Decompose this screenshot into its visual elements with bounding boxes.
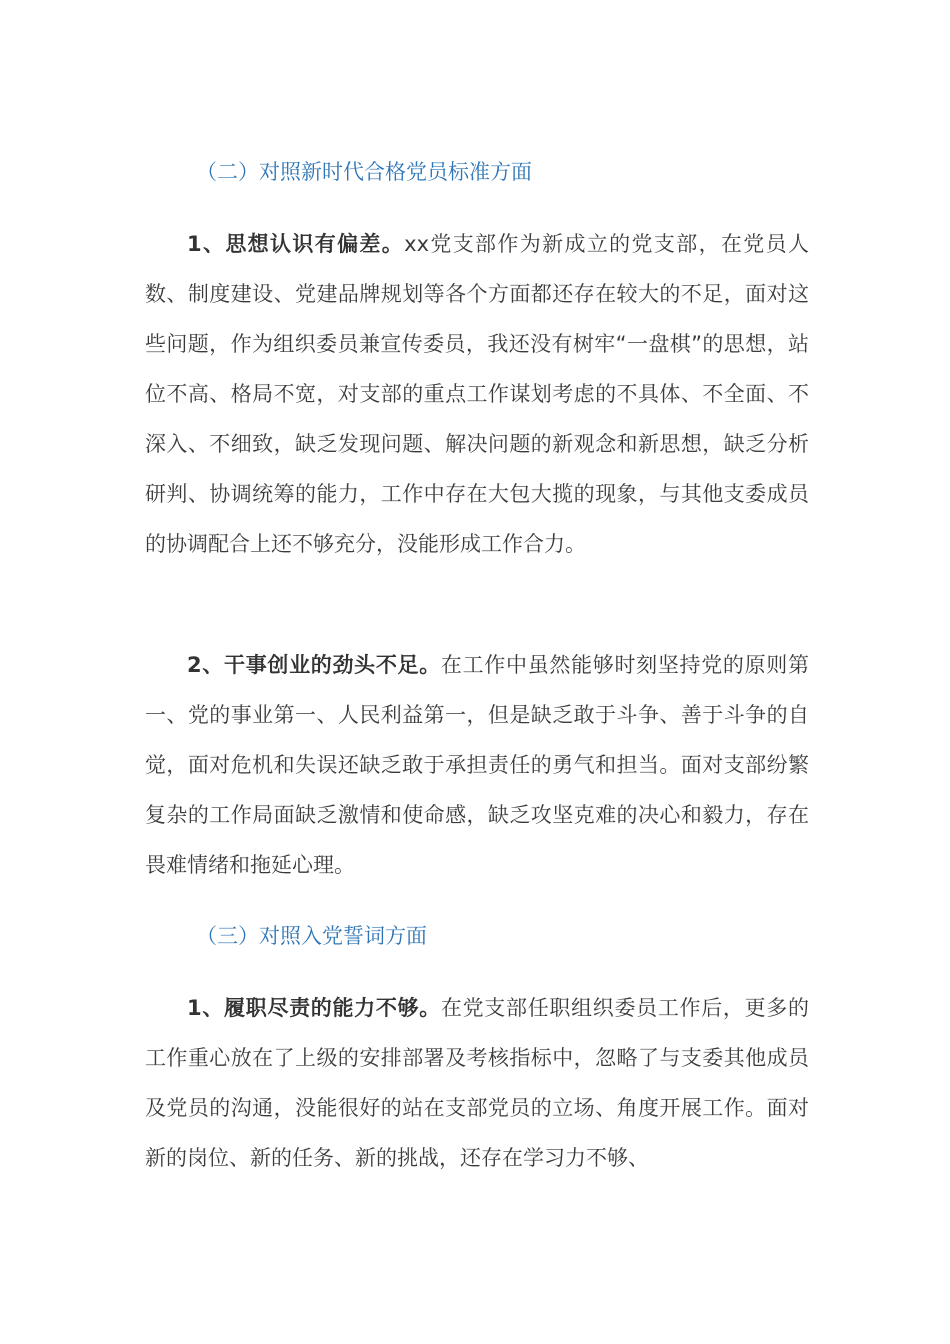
paragraph-insufficient-capability xyxy=(145,983,809,1183)
paragraph-body: xx党支部作为新成立的党支部，在党员人数、制度建设、党建品牌规划等各个方面都还存在较大的不足，面对这些问题，作为组织委员兼宣传委员，我还没有树牢“一盘棋”的思想，站位不高、格局不宽，对支部的重点工作谋划考虑的不具体、不全面、不深入、不细致，缺乏发现问题、解决问题的新观念和新思想，缺乏分析研判、协调统筹的能力，工作中存在大包大揽的现象，与其他支委成员的协调配合上还不够充分，没能形成工作合力。 xyxy=(145,232,809,556)
section-heading-2: （二）对照新时代合格党员标准方面 xyxy=(196,160,532,184)
section-heading-3: （三）对照入党誓词方面 xyxy=(196,924,427,948)
paragraph-body: 在工作中虽然能够时刻坚持党的原则第一、党的事业第一、人民利益第一，但是缺乏敢于斗争、善于斗争的自觉，面对危机和失误还缺乏敢于承担责任的勇气和担当。面对支部纷繁复杂的工作局面缺乏激情和使命感，缺乏攻坚克难的决心和毅力，存在畏难情绪和拖延心理。 xyxy=(145,653,809,877)
paragraph-lead: 1、思想认识有偏差。 xyxy=(187,232,405,256)
paragraph-lead: 2、干事创业的劲头不足。 xyxy=(187,653,441,677)
paragraph-lead: 1、履职尽责的能力不够。 xyxy=(187,996,441,1020)
paragraph-thinking-deviation xyxy=(145,219,809,569)
paragraph-body: 在党支部任职组织委员工作后，更多的工作重心放在了上级的安排部署及考核指标中，忽略了与支委其他成员及党员的沟通，没能很好的站在支部党员的立场、角度开展工作。面对新的岗位、新的任务、新的挑战，还存在学习力不够、 xyxy=(145,996,809,1170)
paragraph-lack-of-drive xyxy=(145,640,809,890)
